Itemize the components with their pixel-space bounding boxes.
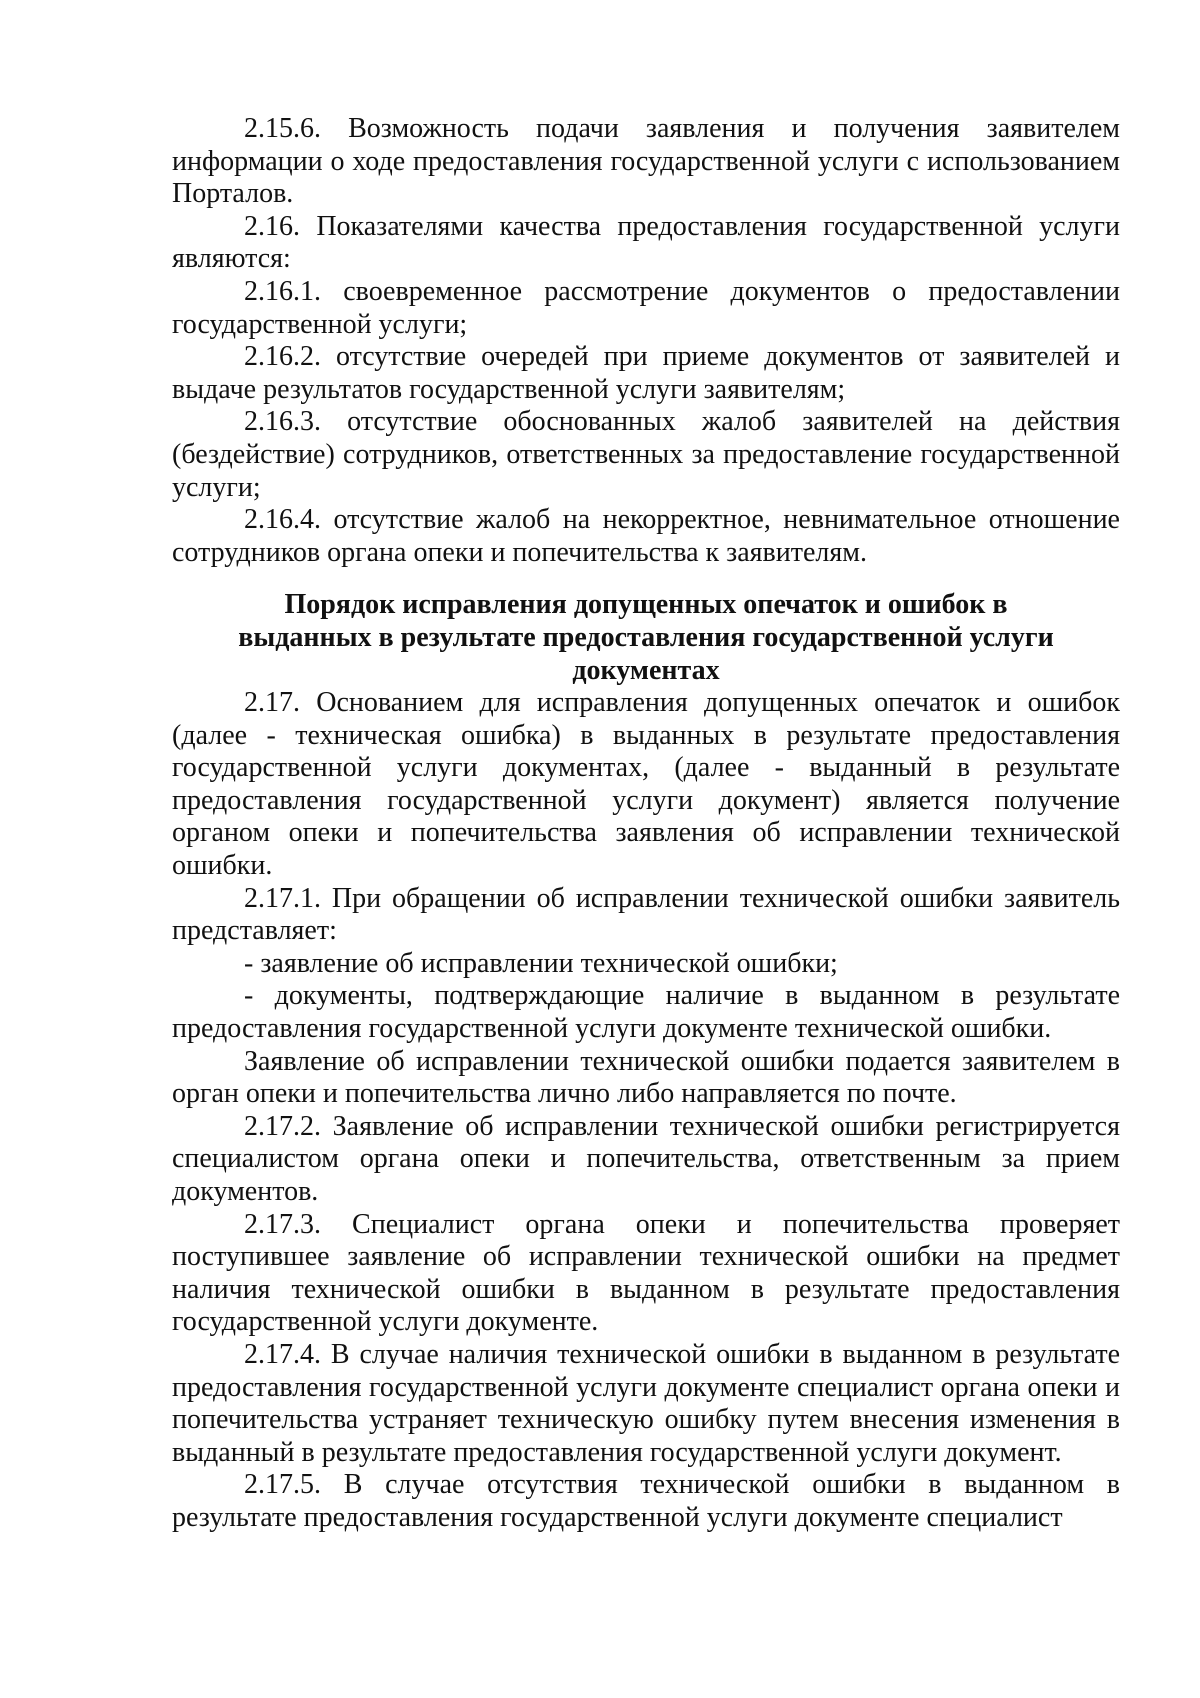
paragraph-2-17-1: 2.17.1. При обращении об исправлении технической ошибки заявитель представляет: xyxy=(172,882,1120,947)
paragraph-2-17-5: 2.17.5. В случае отсутствия технической ошибки в выданном в результате предоставления государственной услуги документе специалист xyxy=(172,1469,1120,1533)
list-item-documents: - документы, подтверждающие наличие в выданном в результате предоставления государственной услуги документе технической ошибки. xyxy=(172,980,1120,1045)
paragraph-2-16-4: 2.16.4. отсутствие жалоб на некорректное, невнимательное отношение сотрудников органа опеки и попечительства к заявителям. xyxy=(172,504,1120,568)
paragraph-2-16-1: 2.16.1. своевременное рассмотрение документов о предоставлении государственной услуги; xyxy=(172,275,1120,340)
paragraph-2-16: 2.16. Показателями качества предоставления государственной услуги являются: xyxy=(172,210,1120,275)
paragraph-2-17-3: 2.17.3. Специалист органа опеки и попечительства проверяет поступившее заявление об исправлении технической ошибки на предмет наличия технической ошибки в выданном в результате предоставления государственной услуги документе. xyxy=(172,1208,1120,1338)
paragraph-2-16-2: 2.16.2. отсутствие очередей при приеме документов от заявителей и выдаче результатов государственной услуги заявителям; xyxy=(172,341,1120,405)
paragraph-2-16-3: 2.16.3. отсутствие обоснованных жалоб заявителей на действия (бездействие) сотрудников, ответственных за предоставление государственной услуги; xyxy=(172,406,1120,503)
paragraph-2-17-2: 2.17.2. Заявление об исправлении технической ошибки регистрируется специалистом органа опеки и попечительства, ответственным за прием документов. xyxy=(172,1110,1120,1207)
paragraph-2-15-6: 2.15.6. Возможность подачи заявления и получения заявителем информации о ходе предоставления государственной услуги с использованием Порталов. xyxy=(172,113,1120,210)
paragraph-2-17-4: 2.17.4. В случае наличия технической ошибки в выданном в результате предоставления государственной услуги документе специалист органа опеки и попечительства устраняет техническую ошибку путем внесения изменения в выданный в результате предоставления государственной услуги документ. xyxy=(172,1338,1120,1468)
section-heading: Порядок исправления допущенных опечаток и ошибок в выданных в результате предоставления государственной услуги документах xyxy=(238,589,1054,686)
list-item-application: - заявление об исправлении технической ошибки; xyxy=(244,947,838,979)
paragraph-submission: Заявление об исправлении технической ошибки подается заявителем в орган опеки и попечительства лично либо направляется по почте. xyxy=(172,1045,1120,1110)
paragraph-2-17: 2.17. Основанием для исправления допущенных опечаток и ошибок (далее - техническая ошибка) в выданных в результате предоставления государственной услуги документах, (далее - выданный в результате предоставления государственной услуги документ) является получение органом опеки и попечительства заявления об исправлении технической ошибки. xyxy=(172,687,1120,882)
page-content xyxy=(172,113,1120,1535)
